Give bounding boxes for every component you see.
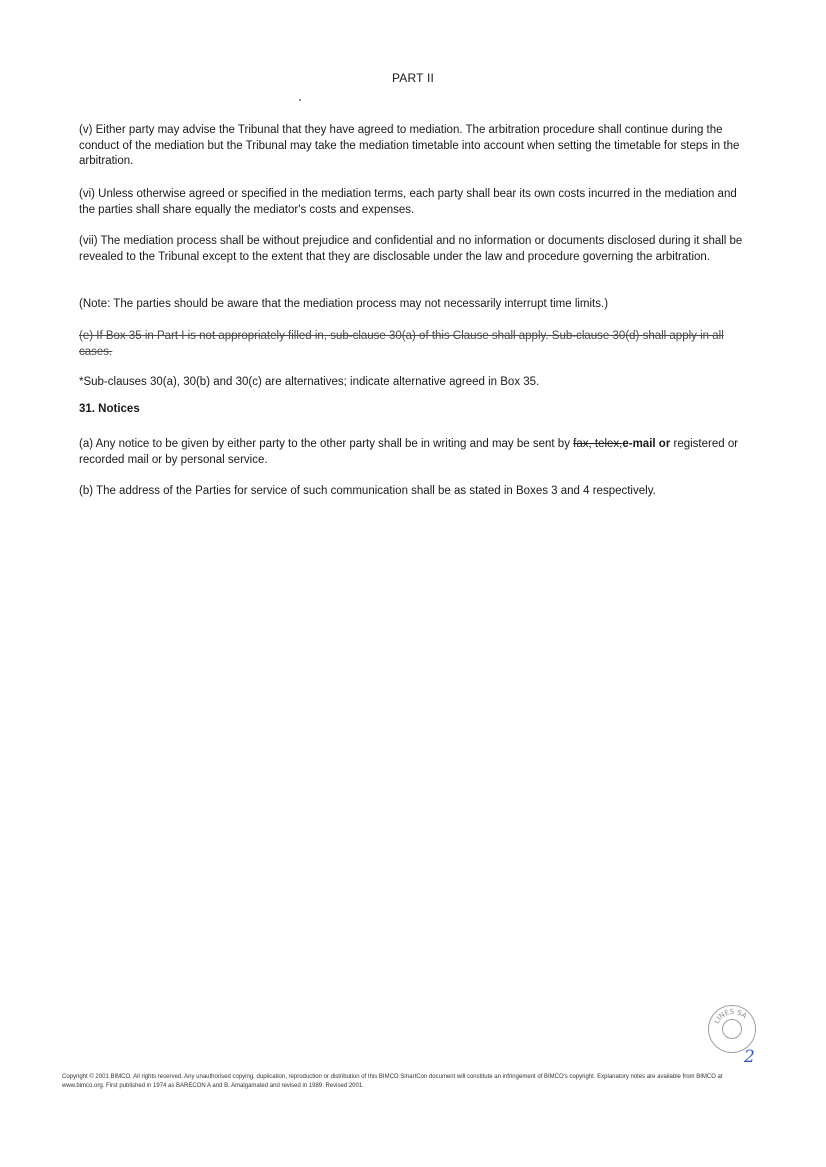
paragraph-v: (v) Either party may advise the Tribunal that they have agreed to mediation. The arbitration procedure shall continue during the conduct of the mediation but the Tribunal may take the mediation timetable into account when setting the timetable for steps in the arbitration. [79,124,740,167]
alternatives-paragraph: *Sub-clauses 30(a), 30(b) and 30(c) are alternatives; indicate alternative agreed in Box 35. [79,376,540,388]
stamp-inner-ring [722,1019,742,1039]
section-heading-notices: 31. Notices [79,403,140,415]
notices-a-suffix: registered or recorded mail or by personal service. [79,438,739,466]
page-title: PART II [391,71,435,85]
handwritten-page-number: 2 [744,1047,755,1067]
note-paragraph: (Note: The parties should be aware that the mediation process may not necessarily interrupt time limits.) [79,298,609,310]
struck-paragraph-e: (e) If Box 35 in Part I is not appropriately filled in, sub-clause 30(a) of this Clause shall apply. Sub-clause 30(d) shall apply in all cases. [79,330,724,358]
copyright-footer: Copyright © 2001 BIMCO. All rights reserved. Any unauthorised copying, duplication, reproduction or distribution of this BIMCO SmartCon document will constitute an infringement of BIMCO's copyright. Explanatory notes are available from BIMCO at www.bimco.org. First published in 1974 as BARECON A and B. Amalgamated and revised in 1989. Revised 2001. [62,1074,723,1089]
stamp-text: LINES SA [712,1007,749,1026]
company-stamp-seal [708,1005,756,1053]
notices-a-struck: fax, telex, [573,438,623,450]
paragraph-notices-a [79,437,747,468]
paragraph-vi: (vi) Unless otherwise agreed or specified in the mediation terms, each party shall bear its own costs incurred in the mediation and the parties shall share equally the mediator's costs and expenses. [79,188,737,216]
notices-a-prefix: (a) Any notice to be given by either party to the other party shall be in writing and may be sent by [79,438,574,450]
paragraph-vii: (vii) The mediation process shall be without prejudice and confidential and no information or documents disclosed during it shall be revealed to the Tribunal except to the extent that they are disclosable under the law and procedure governing the arbitration. [79,235,743,263]
paragraph-notices-b: (b) The address of the Parties for service of such communication shall be as stated in Boxes 3 and 4 respectively. [79,485,656,497]
notices-a-bold: e-mail or [622,438,671,450]
scan-speck [299,99,301,101]
